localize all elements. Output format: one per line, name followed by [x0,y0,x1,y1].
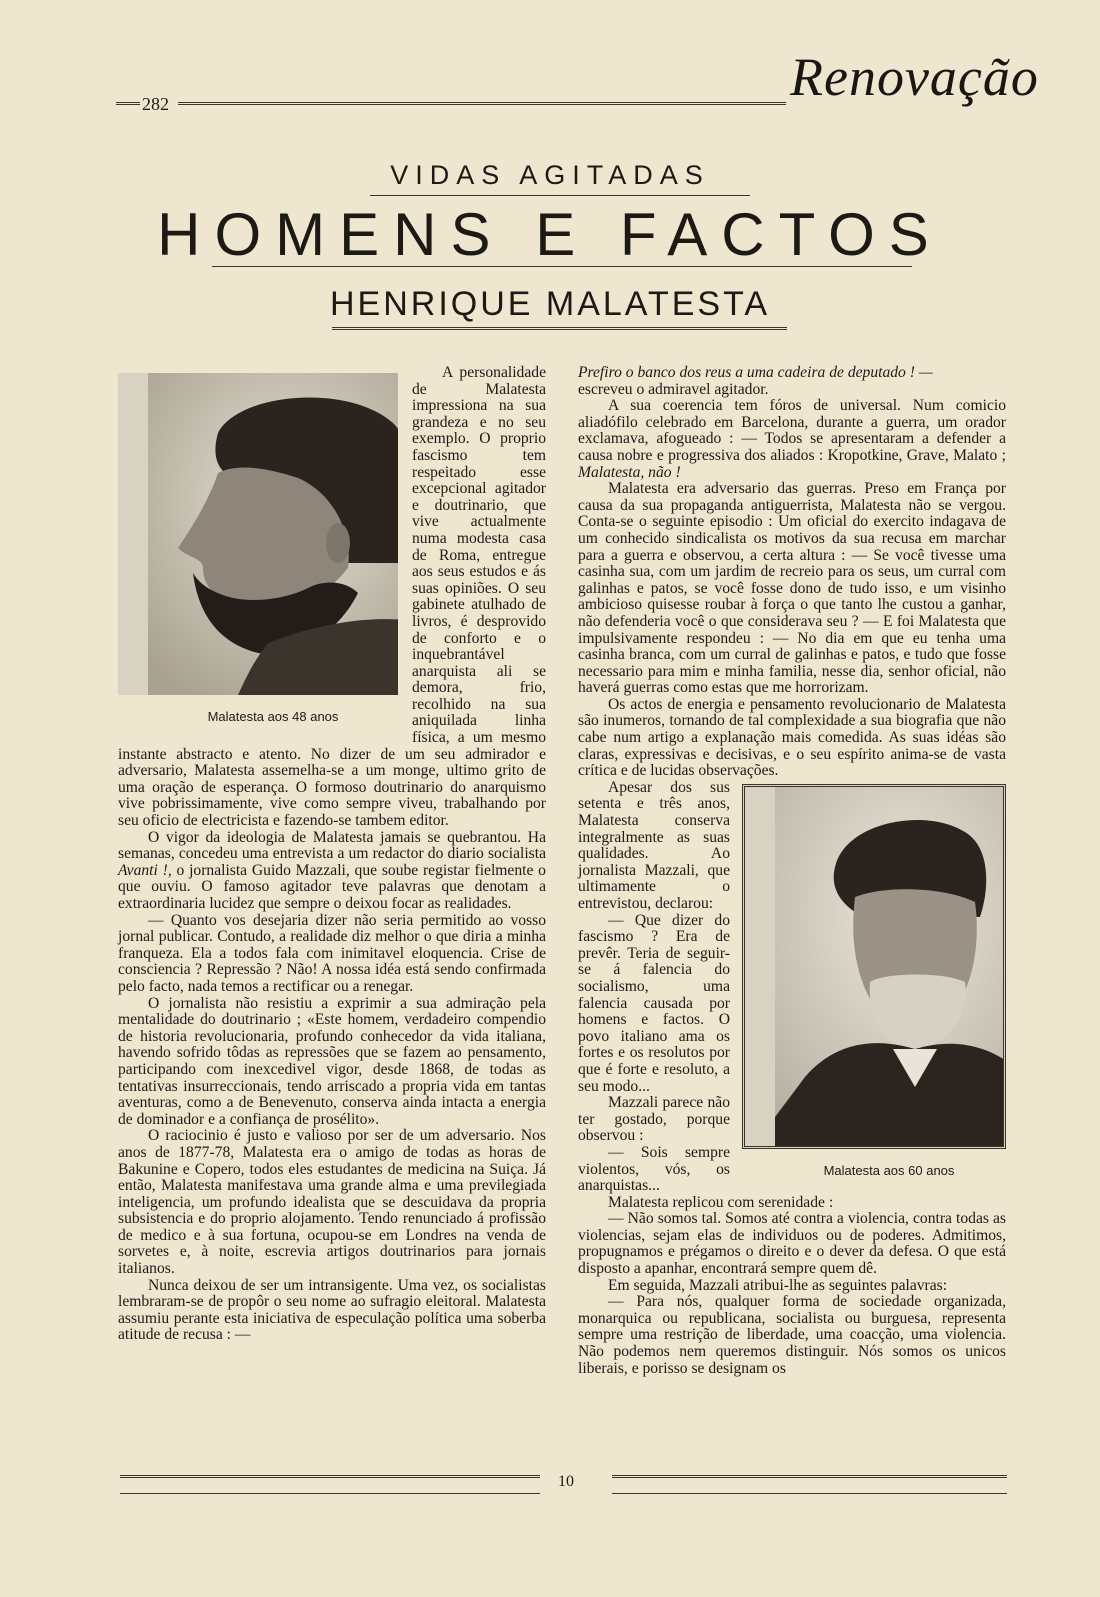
folio-number: 10 [558,1473,574,1490]
portrait-48-illustration [148,373,398,695]
kicker-title: VIDAS AGITADAS [390,160,710,190]
caption-right: Malatesta aos 60 anos [823,1162,955,1178]
text-run: escreveu o admiravel agitador. [578,380,769,398]
footer-rule-left [120,1475,540,1478]
text-run: Apesar dos sus setenta e três anos, Malatesta conserva integralmente as suas qualidades. Ao jornalista Mazzali, que ultimamente o entrevistou, declarou: [578,778,730,912]
text-run: O vigor da ideologia de Malatesta jamais se quebrantou. Ha semanas, concedeu uma entrevista a um redactor do diario socialista [118,828,546,863]
portrait-image [118,373,398,695]
footer-rule-left [120,1493,540,1494]
paragraph [578,365,1006,398]
paragraph: Em seguida, Mazzali atribui-lhe as seguintes palavras: [608,1276,948,1294]
page-number: 282 [142,94,169,114]
footer-rule-right [612,1493,1007,1494]
paragraph [118,830,546,913]
title-rule [370,195,750,196]
paragraph: Nunca deixou de ser um intransigente. Uma vez, os socialistas lembraram-se de propôr o seu nome ao sufragio eleitoral. Malatesta assumiu perante esta iniciativa de especulação política uma soberba atitude de recusa : — [118,1276,546,1344]
paragraph: Malatesta replicou com serenidade : [608,1193,834,1211]
quote-text: Prefiro o banco dos reus a uma cadeira de deputado ! — [578,364,933,381]
main-title: HOMENS E FACTOS [157,201,943,268]
paragraph [578,697,1006,780]
figure-portrait-48 [118,373,398,728]
portrait-image [742,784,1006,1149]
intro-text: A personalidade de Malatesta impressiona na sua grandeza e no seu exemplo. O proprio fascismo tem respeitado esse excepcional agitador e doutrinario, que vive actualmente numa modesta casa de Roma, entregue aos seus estudos e ás suas opiniões. O seu gabinete atulhado de livros, é desprovido de conforto e o inquebrantável anarquista ali se demora, frio, recolhido na sua aniquilada linha física, a um mesmo instante abstracto e atento. No dizer de um seu admirador e adversario, Malatesta assemelha-se a um monge, ultimo grito de uma oração de esperança. O formoso doutrinario do anarquismo vive pobrissimamente, vive como sempre viveu, trabalhando por seu oficio de electricista e fazendo-se tambem editor. [118,364,546,830]
figure-portrait-60 [742,784,1006,1184]
title-rule [332,327,787,330]
paragraph: — Sois sempre violentos, vós, os anarquistas... [578,1143,730,1195]
text-run: Os actos de energia e pensamento revolucionario de Malatesta são inumeros, tornando de tal complexidade a sua biografia que não cabe num artigo a explanação mais comedida. As suas idéas são claras, expressivas e decisivas, e o seu espírito anima-se de vasta crítica e de lucidas observações. [578,695,1006,780]
text-run: o jornalista Guido Mazzali, que soube registar fielmente o que ouviu. O famoso agitador teve palavras que denotam a extraordinaria lucidez que sempre o deixou focar as realidades. [118,861,546,912]
text-run: A sua coerencia tem fóros de universal. Num comicio aliadófilo celebrado em Barcelona, durante a guerra, um orador exclamava, afogueado : — Todos se apresentaram a defender a causa nobre e progressiva dos aliados : Kropotkine, Grave, Malato ; [578,397,1006,464]
paragraph: Mazzali parece não ter gostado, porque observou : [578,1094,730,1145]
newspaper-name: Avanti !, [118,861,172,879]
footer-rule-right [612,1475,1007,1478]
title-rule [212,266,912,267]
article-subject-title: HENRIQUE MALATESTA [329,285,771,323]
header-rule-left [116,102,140,105]
paragraph: Malatesta era adversario das guerras. Preso em França por causa da sua propaganda antiguerrista, Malatesta não se vergou. Conta-se o seguinte episodio : Um oficial do exercito indagava de um conhecido sindicalista os motivos da sua recusa em marchar para a guerra e observou, a certa altura : — Se você tivesse uma casinha sua, com um jardim de recreio para os seus, um curral com galinhas e patos, se você fosse dono de tudo isso, e um visinho ambicioso quisesse roubar à força o que tanto lhe custou a ganhar, não defenderia você o que considerava seu ? — E foi Malatesta que impulsivamente respondeu : — No dia em que eu tenha uma casinha branca, com um curral de galinhas e patos, e tudo que fosse necessario para mim e minha familia, nesse dia, senhor oficial, não haverá guerras como estas que me horrorizam. [578,480,1006,697]
portrait-60-illustration [775,787,1006,1146]
paragraph [578,398,1006,481]
right-column [578,365,1006,1377]
paragraph: — Que dizer do fascismo ? Era de prevêr. Teria de seguir-se á falencia do socialismo, uma falencia causada por homens e factos. O povo italiano ama os fortes e os resolutos por que é forte e resoluto, a seu modo... [578,911,730,1095]
paragraph: O jornalista não resistiu a exprimir a sua admiração pela mentalidade do doutrinario ; «Este homem, verdadeiro compendio de historia revolucionaria, profundo conhecedor da vida italiana, havendo sofrido tôdas as repressões que se fazem ao pensamento, participando com inexcedivel vigor, desde 1868, de todas as tentativas insurreccionais, tendo arriscado a propria vida em tantas aventuras, como a de Benevenuto, conserva ainda intacta a energia de dominador e a confiança de prosélito». [118,994,546,1128]
quote-text: Malatesta, não ! [578,463,681,481]
left-column [118,365,546,1344]
paragraph: — Não somos tal. Somos até contra a violencia, contra todas as violencias, sejam elas de individuos ou de poderes. Admitimos, propugnamos e prégamos o direito e o dever da defesa. O que está disposto a apanhar, encontrará sempre quem dê. [578,1210,1006,1278]
magazine-logo: Renovação [790,47,1039,107]
caption-left: Malatesta aos 48 anos [207,709,339,724]
paragraph: — Para nós, qualquer forma de sociedade organizada, monarquica ou republicana, socialista ou burguesa, representa sempre uma restrição de liberdade, uma coacção, uma violencia. Não podemos nem queremos distinguir. Nós somos os unicos liberais, e porisso se designam os [578,1293,1006,1377]
paragraph [118,365,546,830]
paragraph: — Quanto vos desejaria dizer não seria permitido ao vosso jornal publicar. Contudo, a realidade diz melhor o que diria a minha franqueza. Ela a todos fala com inimitavel eloquencia. Crise de consciencia ? Repressão ? Não! A nossa idéa está sendo confirmada pelo facto, nada temos a rectificar ou a renegar. [118,911,546,995]
paragraph: O raciocinio é justo e valioso por ser de um adversario. Nos anos de 1877-78, Malatesta era o amigo de todas as horas de Bakunine e Copero, todos eles estudantes de medicina na Suiça. Já então, Malatesta manifestava uma grande alma e uma previlegiada inteligencia, um profundo idealista que se descuidava da propria subsistencia e do proprio alojamento. Tendo renunciado á profissão de medico e à sua fortuna, ocupou-se em Londres na venda de sorvetes e, à noite, escrevia artigos doutrinarios para jornais italianos. [118,1127,546,1278]
header-rule [178,102,786,105]
